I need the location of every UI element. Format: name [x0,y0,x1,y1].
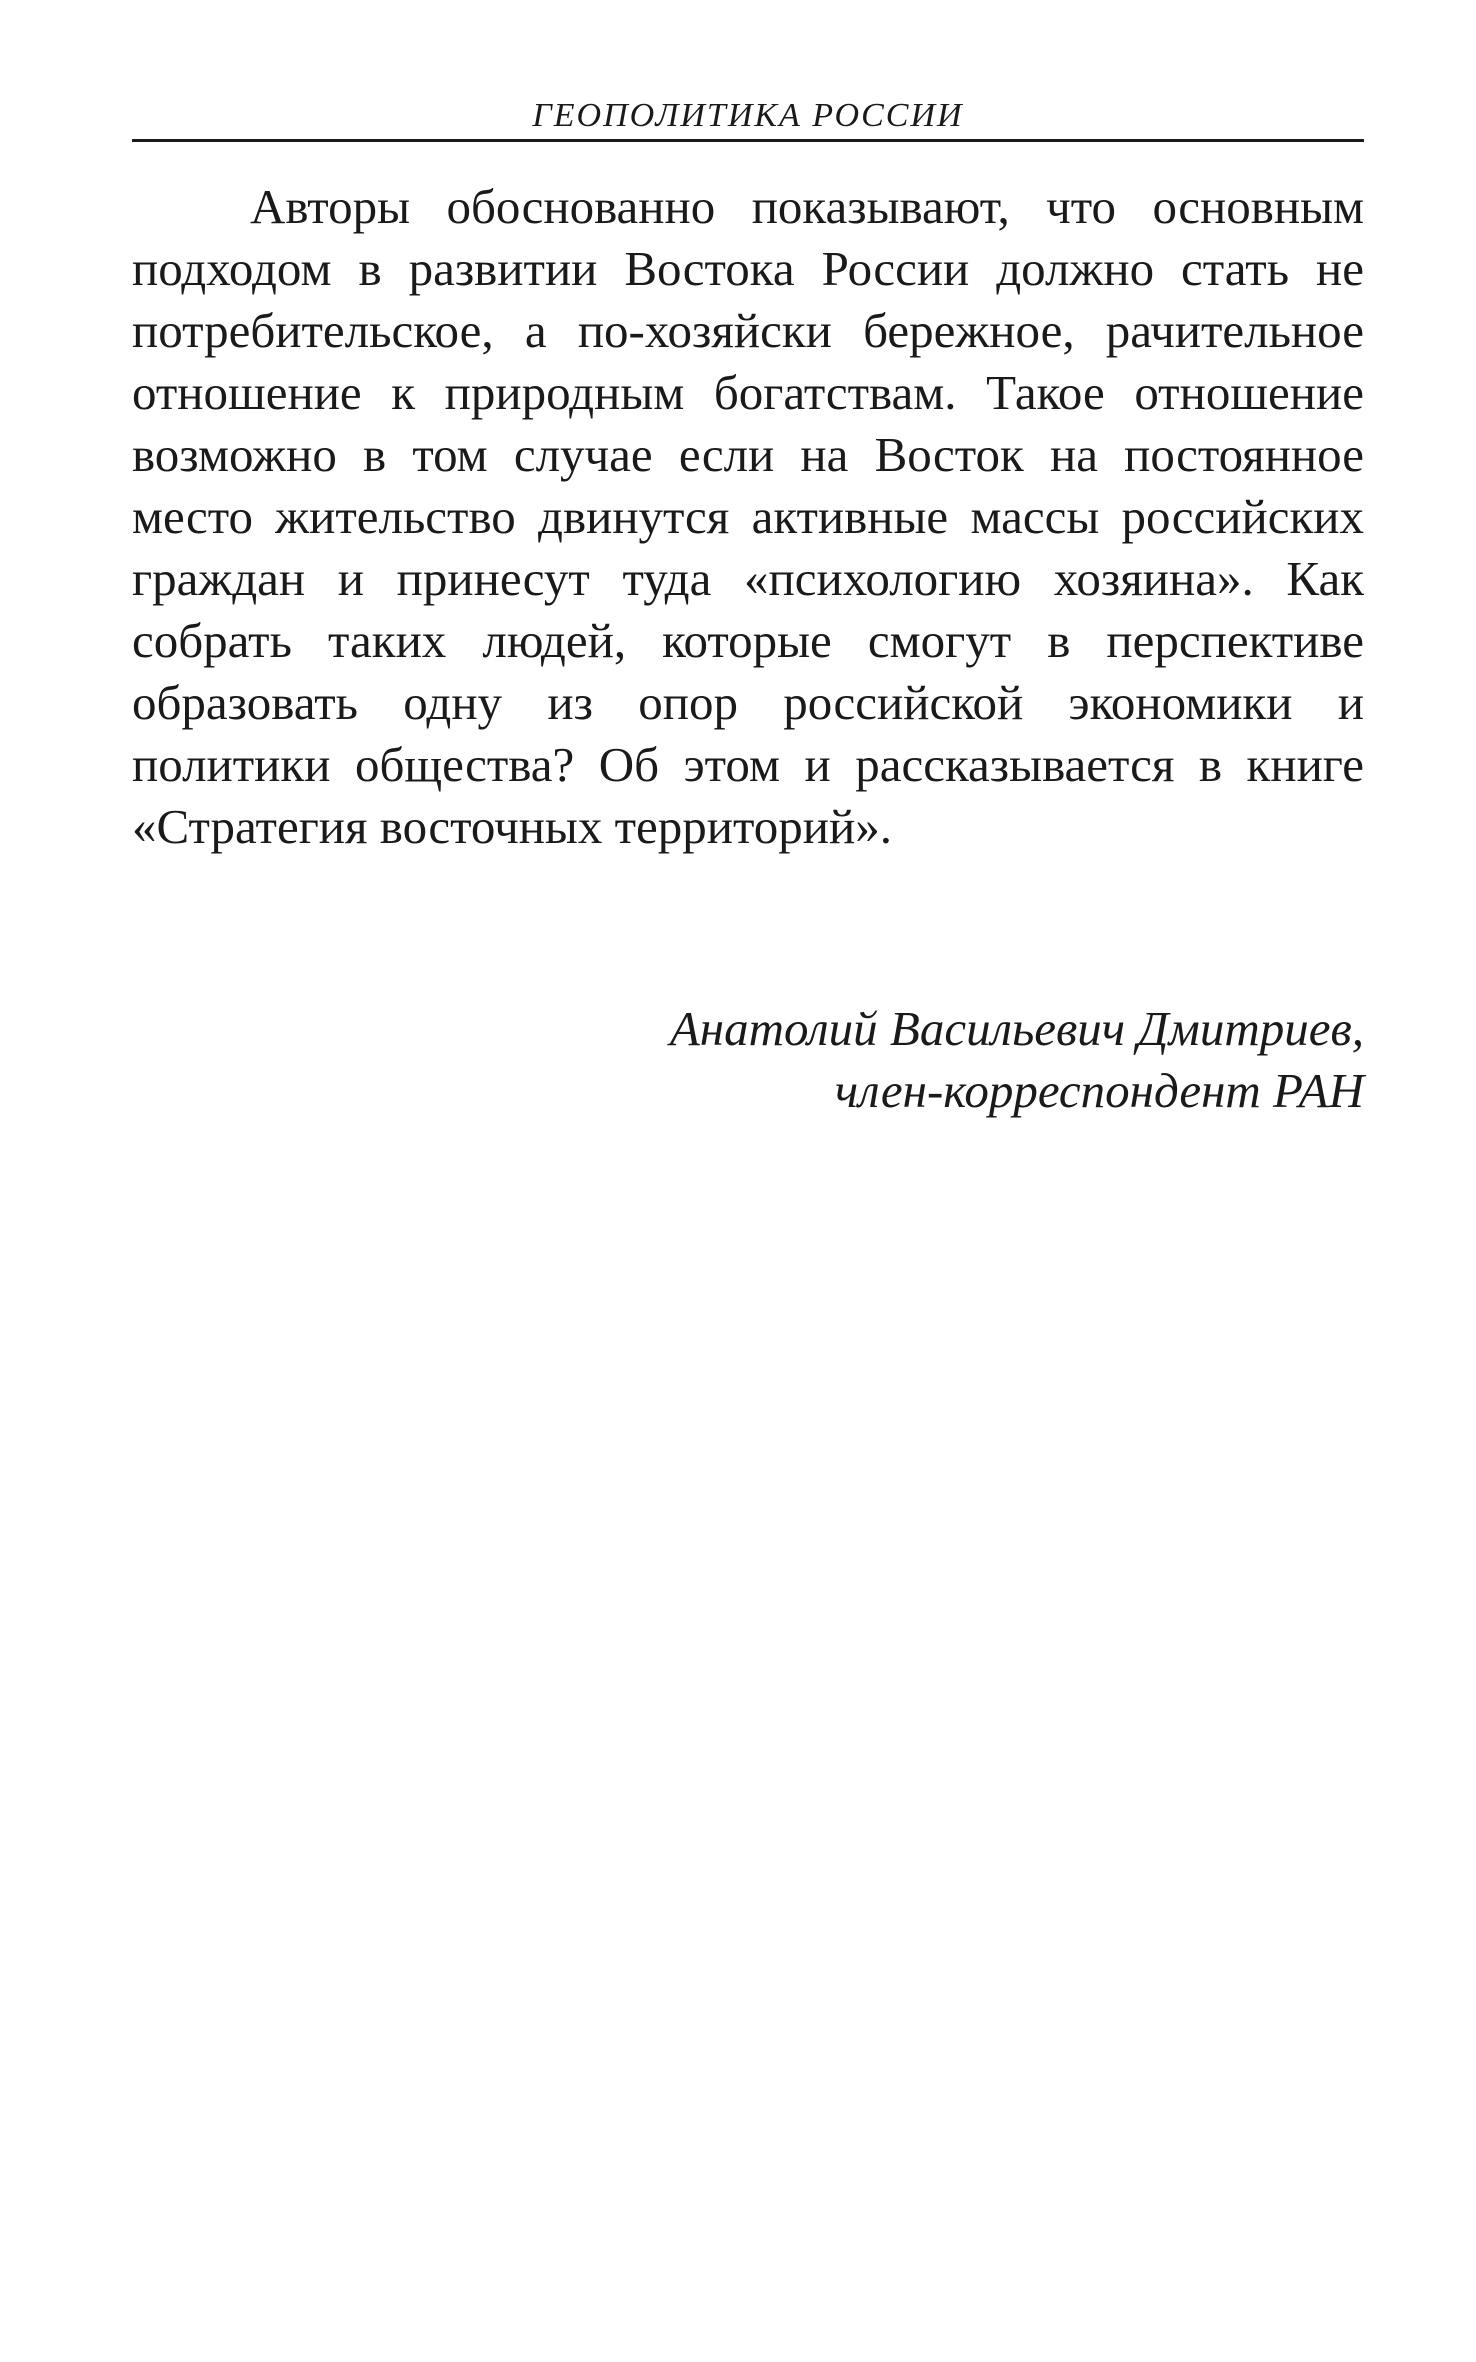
header-rule [132,139,1364,142]
body-paragraph: Авторы обоснованно показывают, что основным подходом в развитии Востока России должно стать не потребительское, а по-хозяйски бережное, рачительное отношение к природным богатствам. Такое отношение возможно в том случае если на Восток на постоянное место жительство двинутся активные массы российских граждан и принесут туда «психологию хозяина». Как собрать таких людей, которые смогут в перспективе образовать одну из опор российской экономики и политики общества? Об этом и рассказывается в книге «Стратегия восточных территорий». [132,179,1364,854]
signature-title: член-корреспондент РАН [834,1063,1364,1118]
running-head-title: ГЕОПОЛИТИКА РОССИИ [532,97,964,134]
signature-name: Анатолий Васильевич Дмитриев, [669,1001,1364,1056]
signature-block [670,998,1364,1122]
